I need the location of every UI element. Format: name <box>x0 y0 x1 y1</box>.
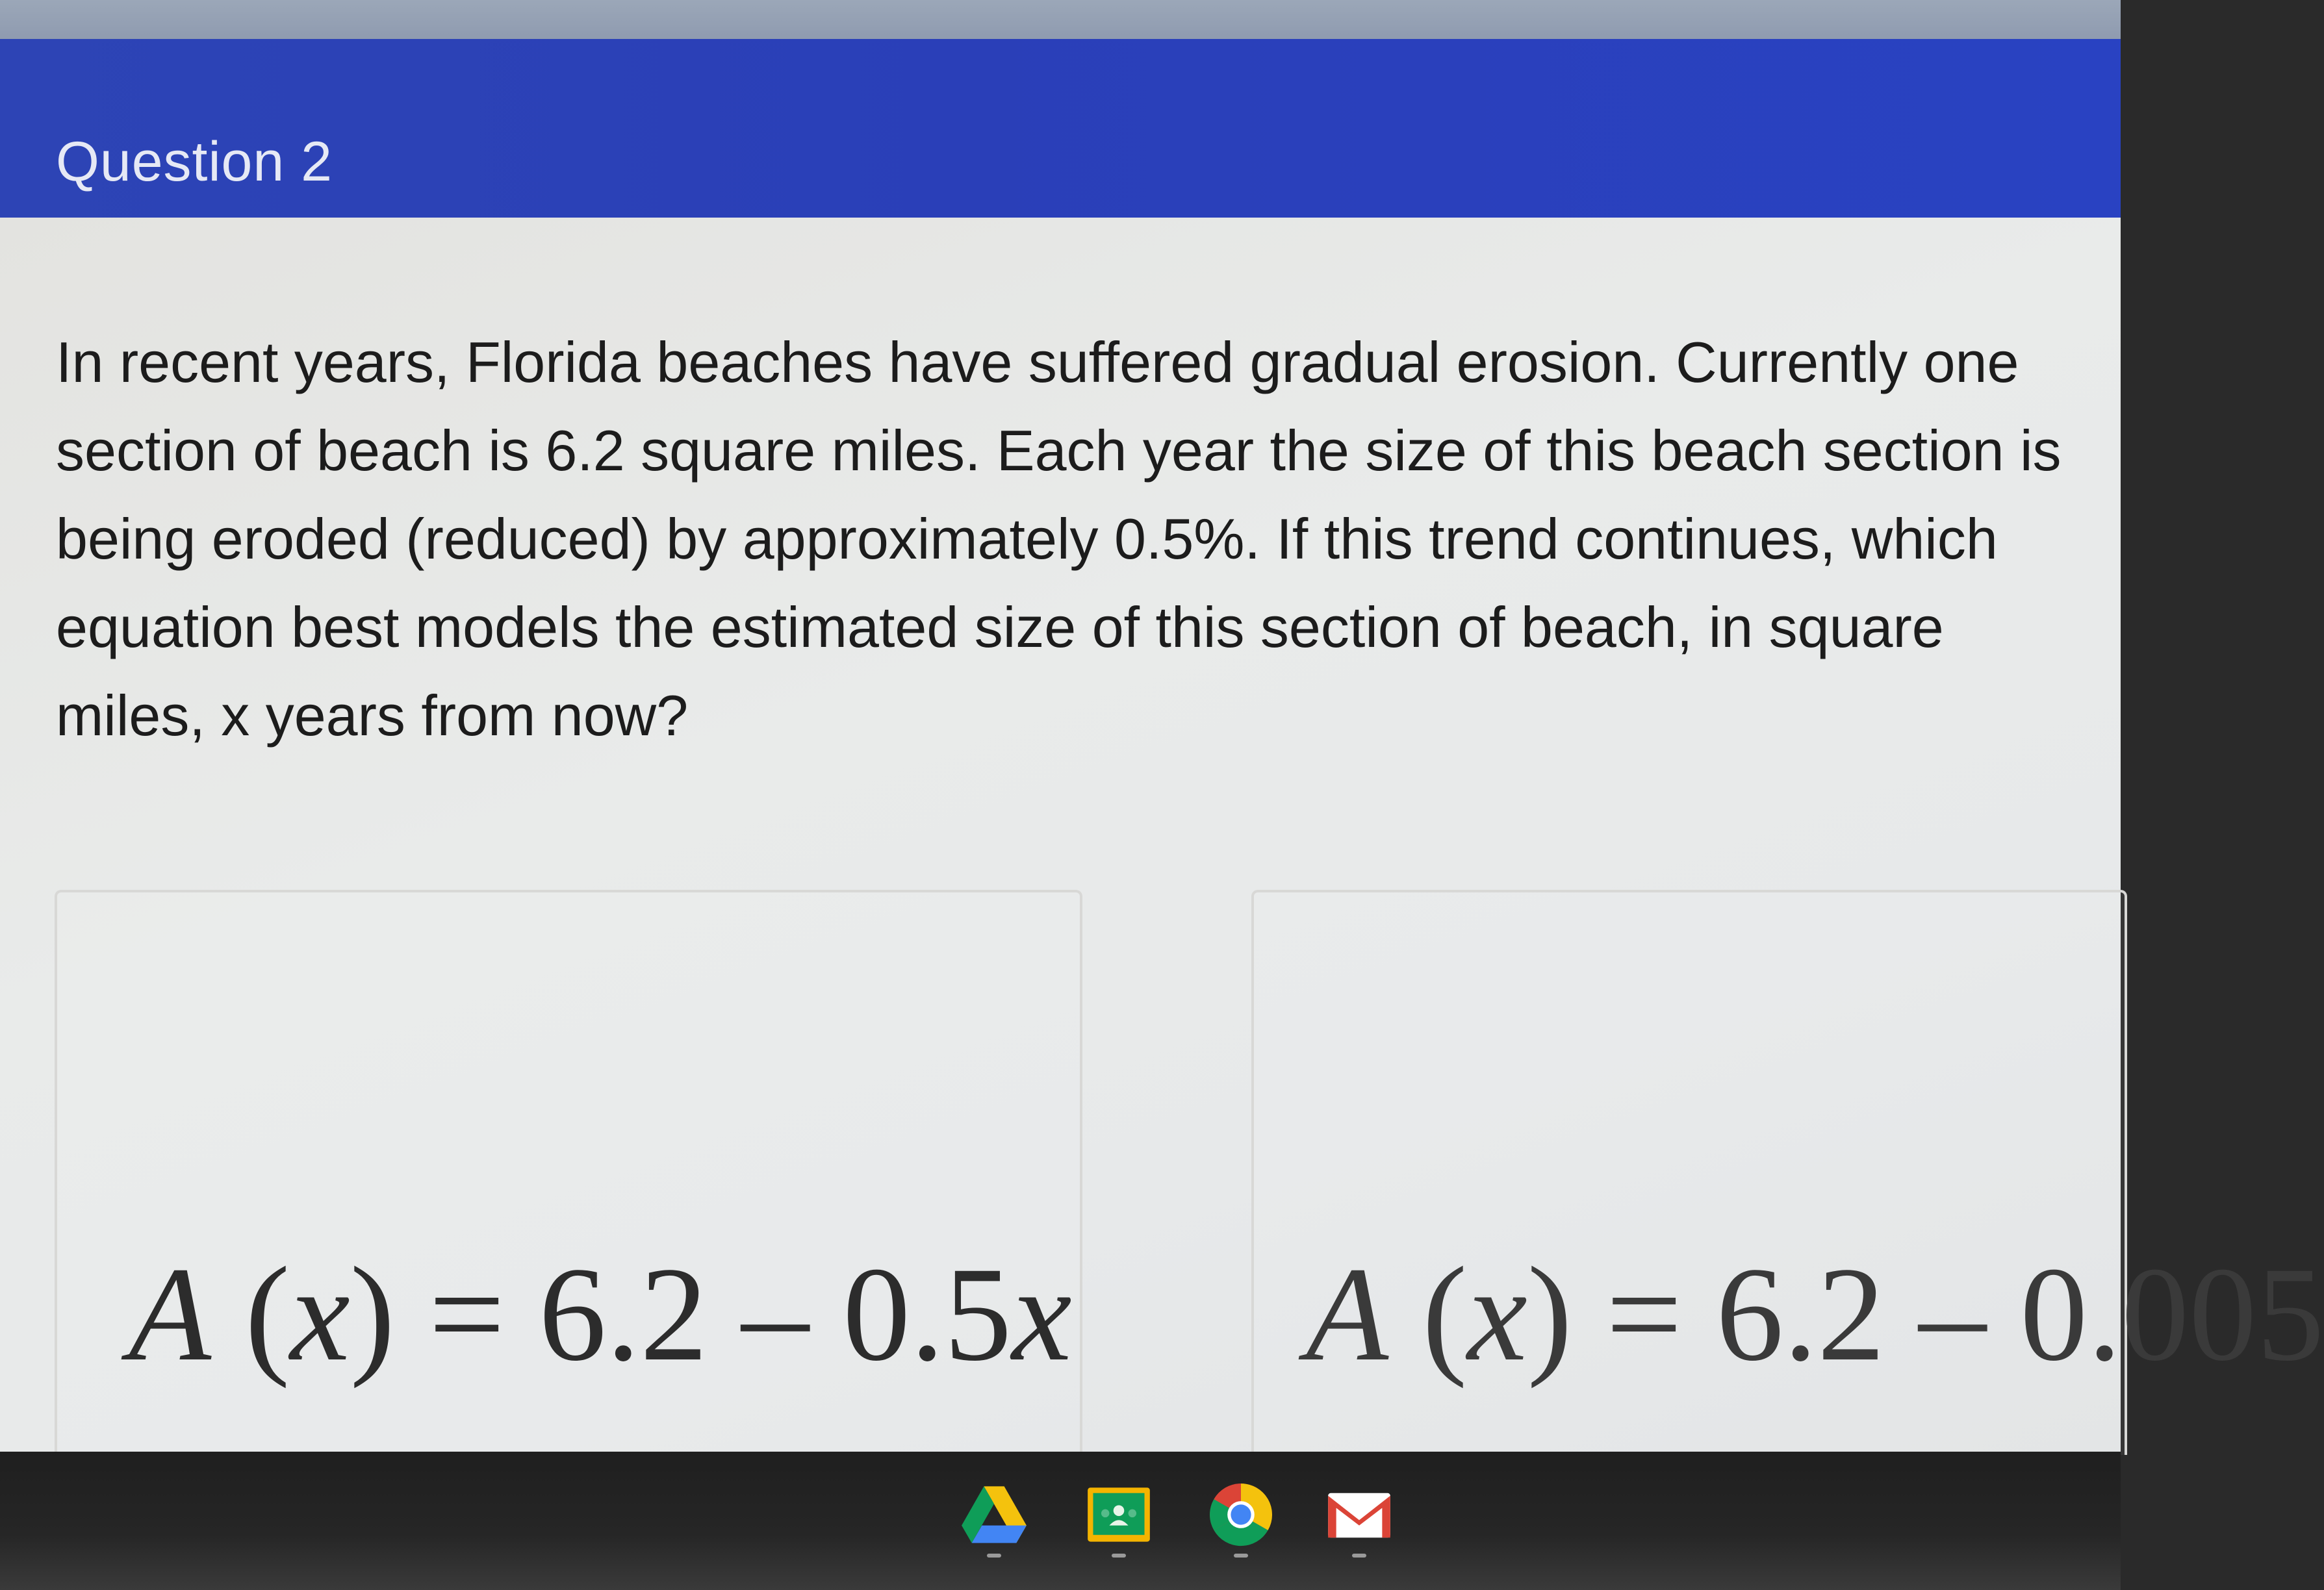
drive-icon[interactable] <box>960 1481 1028 1548</box>
gmail-running-indicator <box>1352 1554 1366 1558</box>
chrome-running-indicator <box>1234 1554 1248 1558</box>
taskbar <box>0 1452 2121 1590</box>
answer-choice-a[interactable] <box>55 890 1082 1455</box>
question-text: In recent years, Florida beaches have suffered gradual erosion. Currently one section of beach is 6.2 square miles. Each year the size of this beach section is being eroded (reduced) by approximately 0.5%. If this trend continues, which equation best models the estimated size of this section of beach, in square miles, x years from now? <box>56 330 2062 748</box>
top-bezel <box>0 0 2121 39</box>
classroom-running-indicator <box>1112 1554 1126 1558</box>
answer-choice-a-formula: A (x) = 6.2 – 0.5x <box>129 1239 1072 1389</box>
chrome-icon[interactable] <box>1207 1481 1275 1548</box>
question-title: Question 2 <box>56 131 333 193</box>
answer-choice-b-formula: A (x) = 6.2 – 0.005 <box>1306 1239 2324 1389</box>
answer-choice-b[interactable] <box>1251 890 2324 1455</box>
question-header <box>0 39 2121 218</box>
classroom-icon[interactable] <box>1085 1481 1153 1548</box>
drive-running-indicator <box>987 1554 1001 1558</box>
gmail-icon[interactable] <box>1325 1481 1393 1548</box>
